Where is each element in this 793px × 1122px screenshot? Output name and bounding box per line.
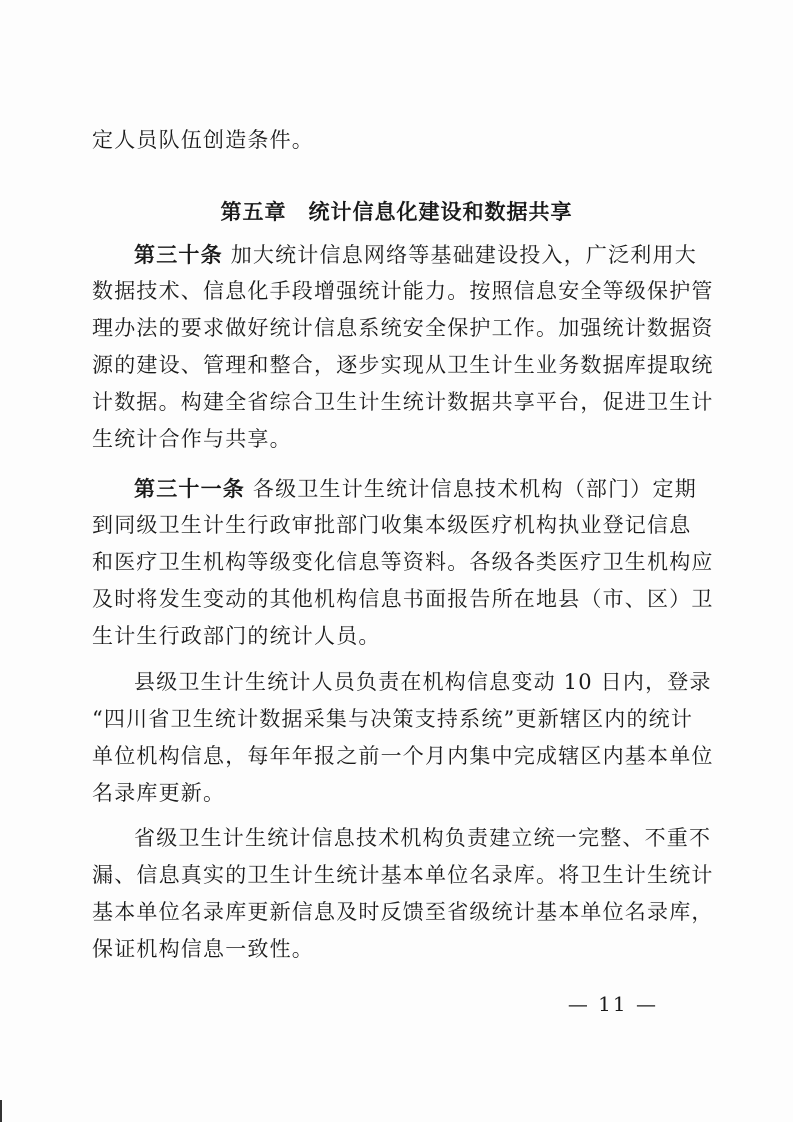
continuation-paragraph bbox=[92, 122, 702, 159]
paragraph-line: 基本单位名录库更新信息及时反馈至省级统计基本单位名录库， bbox=[92, 900, 714, 924]
paragraph-line: 生统计合作与共享。 bbox=[92, 427, 292, 451]
article-30 bbox=[92, 236, 714, 458]
scan-edge-mark bbox=[0, 1100, 2, 1122]
article-label: 第三十条 bbox=[134, 242, 223, 267]
paragraph-line: 漏、信息真实的卫生计生统计基本单位名录库。将卫生计生统计 bbox=[92, 863, 714, 887]
paragraph-line: 源的建设、管理和整合，逐步实现从卫生计生业务数据库提取统 bbox=[92, 353, 714, 377]
paragraph-line: 和医疗卫生机构等级变化信息等资料。各级各类医疗卫生机构应 bbox=[92, 550, 714, 574]
article-text: 加大统计信息网络等基础建设投入，广泛利用大 bbox=[230, 243, 697, 267]
article-text: 各级卫生计生统计信息技术机构（部门）定期 bbox=[252, 477, 697, 501]
article-31 bbox=[92, 470, 714, 655]
page-number: — 11 — bbox=[567, 992, 658, 1016]
paragraph-line: 单位机构信息，每年年报之前一个月内集中完成辖区内基本单位 bbox=[92, 744, 714, 768]
province-paragraph bbox=[92, 820, 714, 968]
paragraph-line: 保证机构信息一致性。 bbox=[92, 937, 314, 961]
paragraph-line: 县级卫生计生统计人员负责在机构信息变动 10 日内，登录 bbox=[134, 670, 712, 694]
paragraph-line: 定人员队伍创造条件。 bbox=[92, 128, 314, 152]
paragraph-line: 名录库更新。 bbox=[92, 781, 226, 805]
paragraph-line bbox=[92, 470, 702, 507]
paragraph-line: 省级卫生计生统计信息技术机构负责建立统一完整、不重不 bbox=[134, 826, 712, 850]
chapter-heading: 第五章 统计信息化建设和数据共享 bbox=[220, 200, 573, 224]
paragraph-line: 生计生行政部门的统计人员。 bbox=[92, 624, 381, 648]
paragraph-line bbox=[92, 236, 702, 273]
paragraph-line: 到同级卫生计生行政审批部门收集本级医疗机构执业登记信息 bbox=[92, 513, 692, 537]
county-paragraph bbox=[92, 664, 714, 812]
paragraph-line: 及时将发生变动的其他机构信息书面报告所在地县（市、区）卫 bbox=[92, 587, 714, 611]
paragraph-line: “四川省卫生统计数据采集与决策支持系统”更新辖区内的统计 bbox=[92, 707, 694, 731]
article-label: 第三十一条 bbox=[134, 476, 245, 501]
paragraph-line: 理办法的要求做好统计信息系统安全保护工作。加强统计数据资 bbox=[92, 316, 714, 340]
paragraph-line: 数据技术、信息化手段增强统计能力。按照信息安全等级保护管 bbox=[92, 279, 714, 303]
paragraph-line: 计数据。构建全省综合卫生计生统计数据共享平台，促进卫生计 bbox=[92, 390, 714, 414]
